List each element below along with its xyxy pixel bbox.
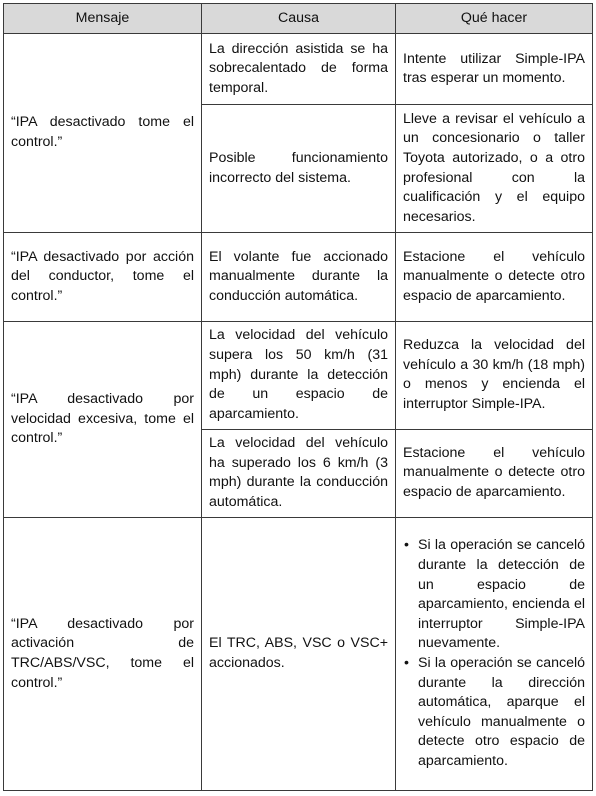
table-row — [4, 232, 593, 321]
cause-cell: El volante fue accionado manualmente durante la conducción automática. — [202, 232, 396, 321]
cause-cell: El TRC, ABS, VSC o VSC+ accionados. — [202, 517, 396, 790]
cause-cell: La velocidad del vehículo ha superado los 6 km/h (3 mph) durante la conducción automática. — [202, 429, 396, 517]
message-cell: “IPA desactivado por activación de TRC/ABS/VSC, tome el control.” — [4, 517, 202, 790]
table-row — [4, 517, 593, 790]
header-causa: Causa — [202, 4, 396, 34]
action-cell: Estacione el vehículo manualmente o detecte otro espacio de aparcamiento. — [396, 429, 593, 517]
action-bullet-list — [403, 536, 585, 771]
cause-cell: Posible funcionamiento incorrecto del sistema. — [202, 105, 396, 233]
action-cell: Reduzca la velocidad del vehículo a 30 km/h (18 mph) o menos y encienda el interruptor Simple-IPA. — [396, 322, 593, 429]
table-row — [4, 322, 593, 429]
cause-cell: La velocidad del vehículo supera los 50 km/h (31 mph) durante la detección de un espacio de aparcamiento. — [202, 322, 396, 429]
cause-cell: La dirección asistida se ha sobrecalentado de forma temporal. — [202, 34, 396, 105]
header-que-hacer: Qué hacer — [396, 4, 593, 34]
bullet-item: • Si la operación se canceló durante la dirección automática, aparque el vehículo manualmente o detecte otro espacio de aparcamiento. — [403, 654, 585, 772]
message-cell: “IPA desactivado tome el control.” — [4, 34, 202, 233]
action-cell: Estacione el vehículo manualmente o detecte otro espacio de aparcamiento. — [396, 232, 593, 321]
message-cell: “IPA desactivado por acción del conductor, tome el control.” — [4, 232, 202, 321]
message-cell: “IPA desactivado por velocidad excesiva, tome el control.” — [4, 322, 202, 518]
action-cell: Lleve a revisar el vehículo a un concesionario o taller Toyota autorizado, o a otro profesional con la cualificación y el equipo necesarios. — [396, 105, 593, 233]
bullet-item: • Si la operación se canceló durante la detección de un espacio de aparcamiento, encienda el interruptor Simple-IPA nuevamente. — [403, 536, 585, 654]
action-cell — [396, 517, 593, 790]
header-mensaje: Mensaje — [4, 4, 202, 34]
action-cell: Intente utilizar Simple-IPA tras esperar un momento. — [396, 34, 593, 105]
table-header — [4, 4, 593, 34]
ipa-messages-table — [3, 3, 593, 791]
table-row — [4, 34, 593, 105]
